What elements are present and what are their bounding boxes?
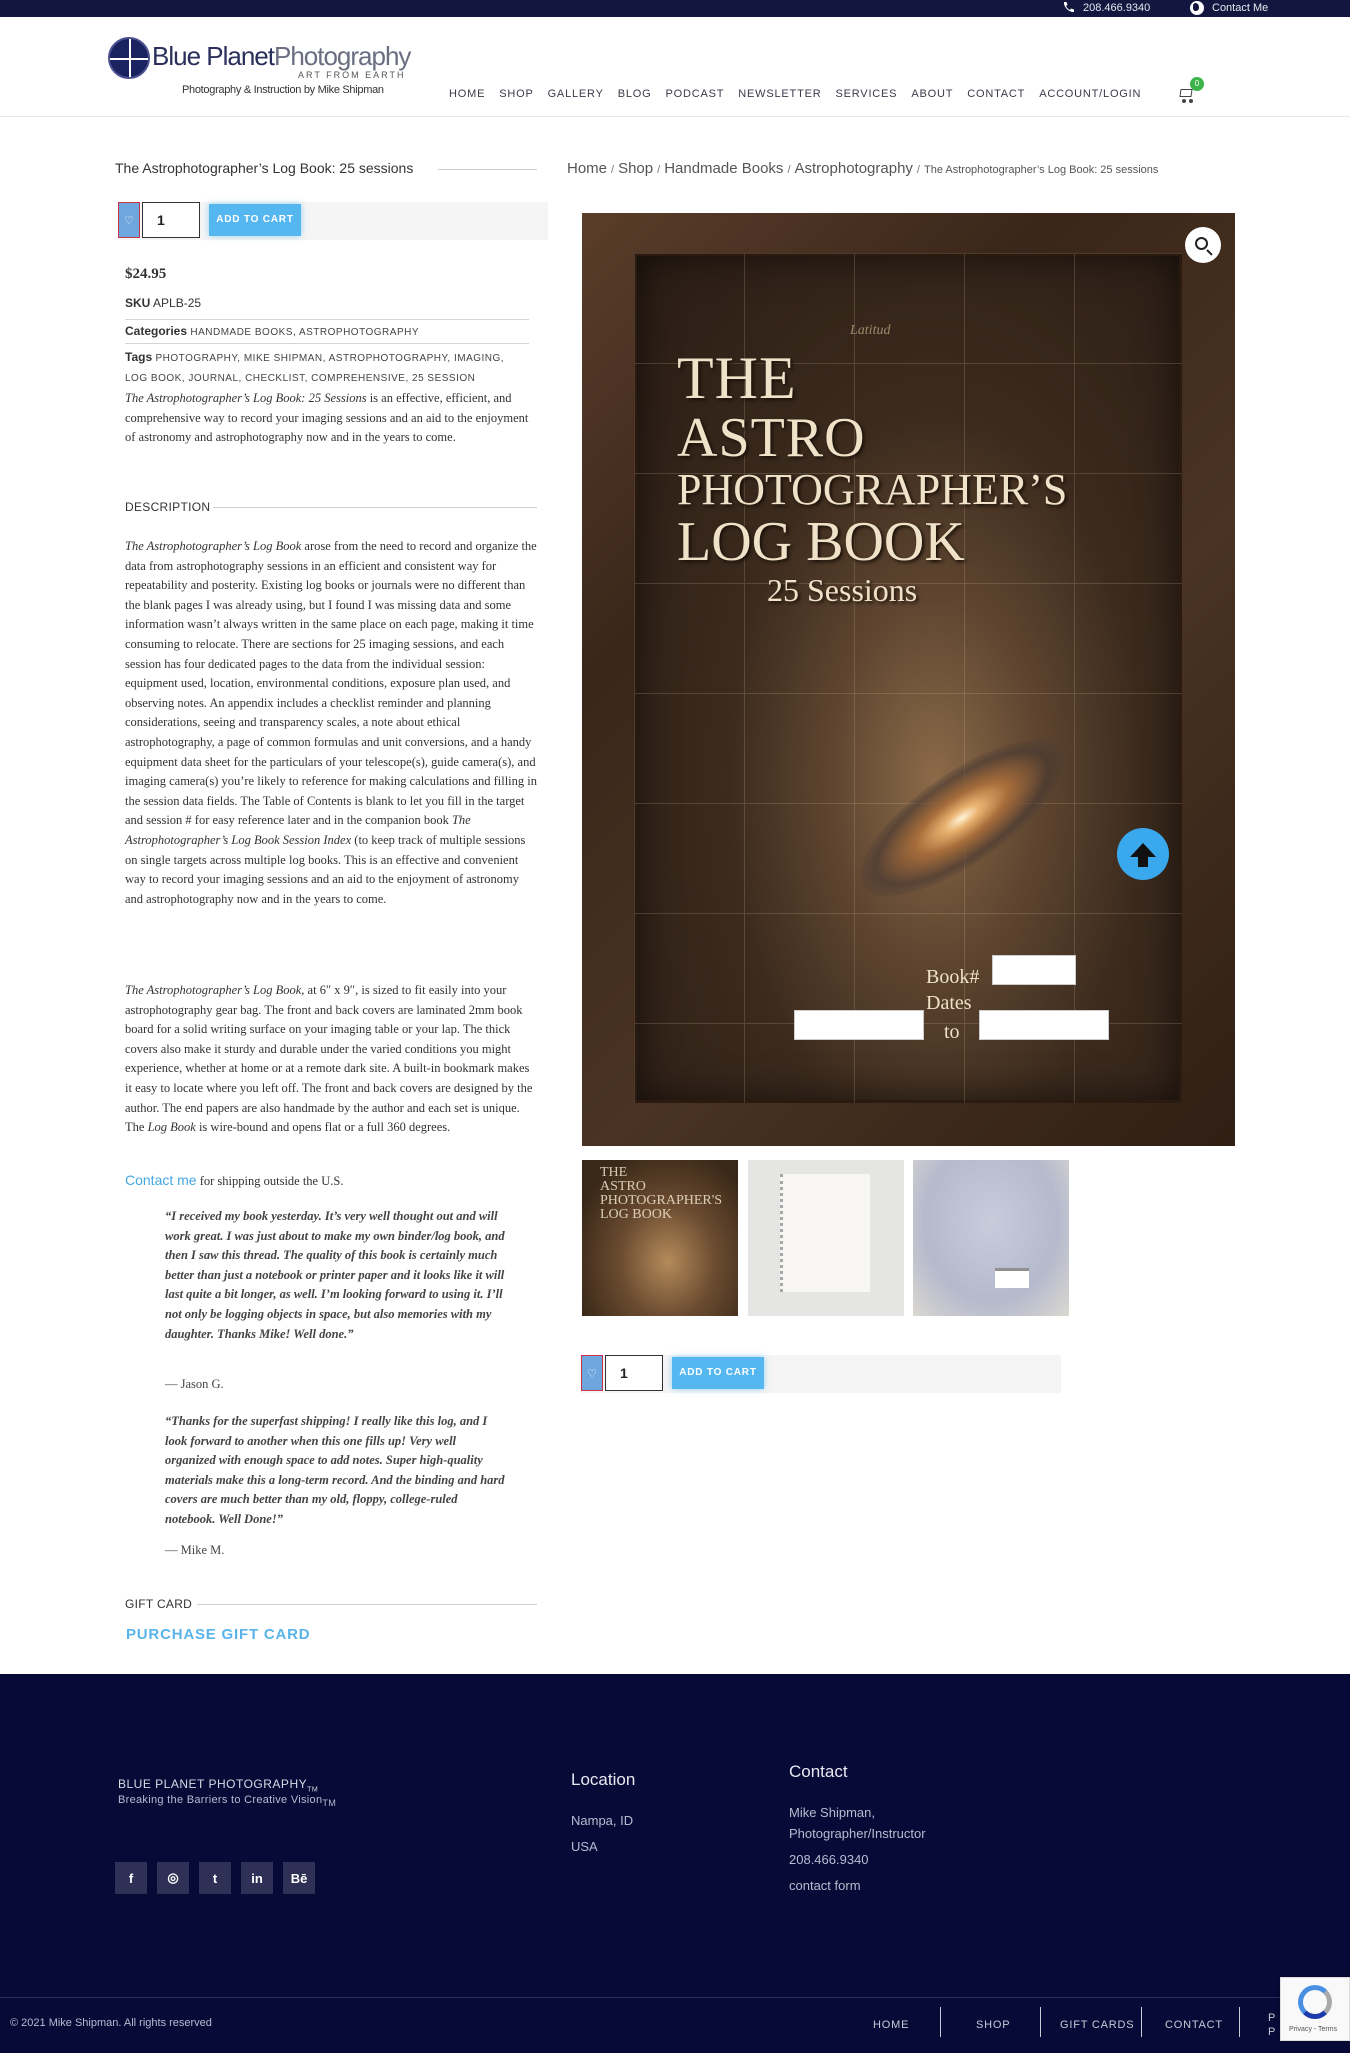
phone-icon bbox=[1062, 1, 1075, 14]
footer-slogan: Breaking the Barriers to Creative Vision$_{TM}$ bbox=[118, 1794, 337, 1809]
top-bar bbox=[0, 0, 1350, 17]
zoom-search-icon[interactable] bbox=[1185, 227, 1221, 263]
logo-name: Blue PlanetPhotography bbox=[152, 41, 411, 71]
footer-nav-gift-cards[interactable]: GIFT CARDS bbox=[1060, 2019, 1135, 2031]
product-thumbnail[interactable] bbox=[748, 1160, 904, 1316]
product-price: $24.95 bbox=[125, 266, 167, 282]
nav-newsletter[interactable]: NEWSLETTER bbox=[738, 88, 822, 100]
facebook-icon[interactable]: f bbox=[115, 1862, 147, 1894]
shipping-contact-line: Contact me for shipping outside the U.S. bbox=[125, 1172, 344, 1188]
footer-contact-form-link[interactable]: contact form bbox=[789, 1878, 861, 1893]
topbar-contact[interactable] bbox=[1190, 1, 1268, 15]
globe-icon bbox=[1190, 1, 1204, 15]
instagram-icon[interactable]: ◎ bbox=[157, 1862, 189, 1894]
footer-location-country: USA bbox=[571, 1839, 598, 1854]
tag-links[interactable]: PHOTOGRAPHY, MIKE SHIPMAN, ASTROPHOTOGRAPHY, IMAGING, LOG BOOK, JOURNAL, CHECKLIST, COMPREHENSIVE, 25 SESSION bbox=[125, 353, 505, 384]
product-main-image[interactable] bbox=[582, 213, 1235, 1146]
testimonial-author: — Jason G. bbox=[165, 1377, 224, 1391]
breadcrumb-home[interactable]: Home bbox=[567, 160, 608, 177]
logo-art-text: ART FROM EARTH bbox=[298, 70, 406, 80]
nav-services[interactable]: SERVICES bbox=[835, 88, 898, 100]
wishlist-heart-icon[interactable]: ♡ bbox=[581, 1355, 603, 1391]
scroll-to-top-arrow-icon[interactable] bbox=[1117, 828, 1169, 880]
nav-home[interactable]: HOME bbox=[449, 88, 486, 100]
linkedin-icon[interactable]: in bbox=[241, 1862, 273, 1894]
breadcrumb-astrophotography[interactable]: Astrophotography bbox=[794, 160, 913, 177]
footer-brand: BLUE PLANET $PHOTOGRAPHY_{TM}$ bbox=[118, 1777, 319, 1794]
contact-me-link[interactable]: Contact me bbox=[125, 1172, 197, 1188]
purchase-gift-card-link[interactable]: PURCHASE GIFT CARD bbox=[126, 1626, 311, 1643]
site-header bbox=[0, 17, 1350, 117]
site-footer bbox=[0, 1674, 1350, 2053]
cover-to-label: to bbox=[944, 1021, 960, 1043]
quantity-input[interactable]: 1 bbox=[605, 1355, 663, 1391]
topbar-phone[interactable] bbox=[1062, 1, 1150, 14]
nav-podcast[interactable]: PODCAST bbox=[665, 88, 725, 100]
product-thumbnail[interactable]: THE ASTRO PHOTOGRAPHER'S LOG BOOK bbox=[582, 1160, 738, 1316]
cover-title: THE ASTRO PHOTOGRAPHER’S LOG BOOK 25 Sessions bbox=[677, 345, 1068, 608]
product-tags: Tags PHOTOGRAPHY, MIKE SHIPMAN, ASTROPHOTOGRAPHY, IMAGING, LOG BOOK, JOURNAL, CHECKLIST, COMPREHENSIVE, 25 SESSION bbox=[125, 343, 529, 388]
description-paragraph-2: The Astrophotographer’s Log Book, at 6″ x 9″, is sized to fit easily into your astrophotography gear bag. The front and back covers are laminated 2mm book board for a solid writing surface on your imaging table or your lap. The thick covers also make it sturdy and durable under the varied conditions you might experience, whether at home or at a remote dark site. A built-in bookmark makes it easy to locate where you left off. The front and back covers are designed by the author. The end papers are also handmade by the author and each set is unique. The Log Book is wire-bound and opens flat or a full 360 degrees. bbox=[125, 983, 533, 1135]
recaptcha-text[interactable]: Privacy - Terms bbox=[1289, 2026, 1338, 2033]
testimonial-quote: “Thanks for the superfast shipping! I really like this log, and I look forward to another when this one fills up! Very well organized with enough space to add notes. Super high-quality materials make this a long-term record. And the binding and hard covers are much better than my old, floppy, college-ruled notebook. Well Done!” bbox=[165, 1414, 505, 1526]
footer-nav-cut-text[interactable]: P P bbox=[1268, 2012, 1276, 2038]
breadcrumb-handmade-books[interactable]: Handmade Books bbox=[664, 160, 784, 177]
product-categories: Categories HANDMADE BOOKS, ASTROPHOTOGRAPHY bbox=[125, 319, 529, 338]
nav-gallery[interactable]: GALLERY bbox=[547, 88, 604, 100]
quantity-input[interactable]: 1 bbox=[142, 202, 200, 238]
nav-shop[interactable]: SHOP bbox=[499, 88, 534, 100]
recaptcha-icon bbox=[1298, 1985, 1332, 2019]
footer-location-city: Nampa, ID bbox=[571, 1813, 634, 1828]
footer-divider bbox=[0, 1997, 1350, 1998]
description-heading: DESCRIPTION bbox=[125, 500, 210, 514]
product-intro: The Astrophotographer’s Log Book: 25 Sessions is an effective, efficient, and comprehensive way to record your imaging sessions and an aid to the enjoyment of astronomy and astrophotography now and in the years to come. bbox=[125, 391, 529, 445]
topbar-contact-text: Contact Me bbox=[1212, 2, 1269, 14]
breadcrumb-current: The Astrophotographer’s Log Book: 25 sessions bbox=[923, 164, 1159, 176]
nav-blog[interactable]: BLOG bbox=[617, 88, 652, 100]
nav-account-login[interactable]: ACCOUNT/LOGIN bbox=[1039, 88, 1142, 100]
footer-nav-shop[interactable]: SHOP bbox=[976, 2019, 1011, 2031]
footer-location-heading: Location bbox=[571, 1770, 636, 1789]
footer-contact-phone[interactable]: 208.466.9340 bbox=[789, 1852, 869, 1867]
behance-icon[interactable]: Bē bbox=[283, 1862, 315, 1894]
add-to-cart-button[interactable]: ADD TO CART bbox=[672, 1357, 764, 1389]
recaptcha-badge[interactable] bbox=[1280, 1977, 1350, 2041]
site-logo[interactable] bbox=[108, 37, 411, 99]
footer-contact-heading: Contact bbox=[789, 1762, 848, 1781]
footer-contact-name: Mike Shipman, Photographer/Instructor bbox=[789, 1805, 926, 1841]
product-sku: SKU APLB-25 bbox=[125, 296, 202, 310]
add-to-cart-form-bottom bbox=[581, 1355, 1061, 1393]
cover-latitude-text: Latitud bbox=[850, 323, 891, 338]
product-title: The Astrophotographer’s Log Book: 25 sessions bbox=[115, 160, 414, 176]
twitter-icon[interactable]: t bbox=[199, 1862, 231, 1894]
breadcrumb: Home / Shop / Handmade Books / Astrophotography / The Astrophotographer’s Log Book: 25 sessions bbox=[567, 160, 1159, 177]
logo-tagline: Photography & Instruction by Mike Shipman bbox=[182, 84, 384, 96]
main-nav bbox=[442, 88, 1148, 100]
nav-about[interactable]: ABOUT bbox=[911, 88, 954, 100]
logo-globe-icon bbox=[108, 37, 150, 79]
footer-nav-home[interactable]: HOME bbox=[873, 2019, 910, 2031]
cart-icon[interactable] bbox=[1178, 79, 1200, 103]
topbar-phone-text: 208.466.9340 bbox=[1083, 1, 1151, 14]
nav-contact[interactable]: CONTACT bbox=[967, 88, 1026, 100]
add-to-cart-form bbox=[118, 202, 548, 240]
gift-card-heading: GIFT CARD bbox=[125, 1597, 192, 1611]
cart-count-badge: 0 bbox=[1190, 77, 1204, 91]
testimonial-quote: “I received my book yesterday. It’s very well thought out and will work great. I was just about to make my own binder/log book, and then I saw this thread. The quality of this book is certainly much better than just a notebook or printer paper and it looks like it will last quite a bit longer, as well. I’m looking forward to using it. I’ll not only be logging objects in space, but also memories with my daughter. Thanks Mike! Well done.” bbox=[165, 1209, 505, 1341]
cover-dates-label: Dates bbox=[926, 992, 972, 1014]
product-thumbnail[interactable] bbox=[913, 1160, 1069, 1316]
copyright: © 2021 Mike Shipman. All rights reserved bbox=[10, 2017, 212, 2029]
cover-book-number-label: Book# bbox=[926, 966, 980, 988]
title-divider bbox=[438, 169, 537, 170]
footer-nav-contact[interactable]: CONTACT bbox=[1165, 2019, 1223, 2031]
description-paragraph-1: The Astrophotographer’s Log Book arose from the need to record and organize the data from astrophotography sessions in an efficient and consistent way for repeatability and posterity. Existing log books or journals were no different than the blank pages I was already using, but I found I was missing data and some information wasn’t always written in the same place on each page, making it time consuming to relocate. There are sections for 25 imaging sessions, and each session has four dedicated pages to the data from the individual session: equipment used, location, environmental conditions, exposure plan used, and observing notes. An appendix includes a checklist reminder and planning considerations, seeing and transparency scales, a note about ethical astrophotography, a page of common formulas and unit conversions, and a handy equipment data sheet for the particulars of your telescope(s), guide camera(s), and imaging camera(s) you’re likely to reference for making calculations and filling in the session data fields. The Table of Contents is blank to let you fill in the target and session # for easy reference later and in the companion book The Astrophotographer’s Log Book Session Index (to keep track of multiple sessions on single targets across multiple log books. This is an effective and convenient way to record your imaging sessions and an aid to the enjoyment of astronomy and astrophotography now and in the years to come. bbox=[125, 539, 537, 906]
breadcrumb-shop[interactable]: Shop bbox=[618, 160, 654, 177]
add-to-cart-button[interactable]: ADD TO CART bbox=[209, 204, 301, 236]
category-links[interactable]: HANDMADE BOOKS, ASTROPHOTOGRAPHY bbox=[190, 327, 420, 338]
wishlist-heart-icon[interactable]: ♡ bbox=[118, 202, 140, 238]
testimonial-author: — Mike M. bbox=[165, 1543, 225, 1557]
